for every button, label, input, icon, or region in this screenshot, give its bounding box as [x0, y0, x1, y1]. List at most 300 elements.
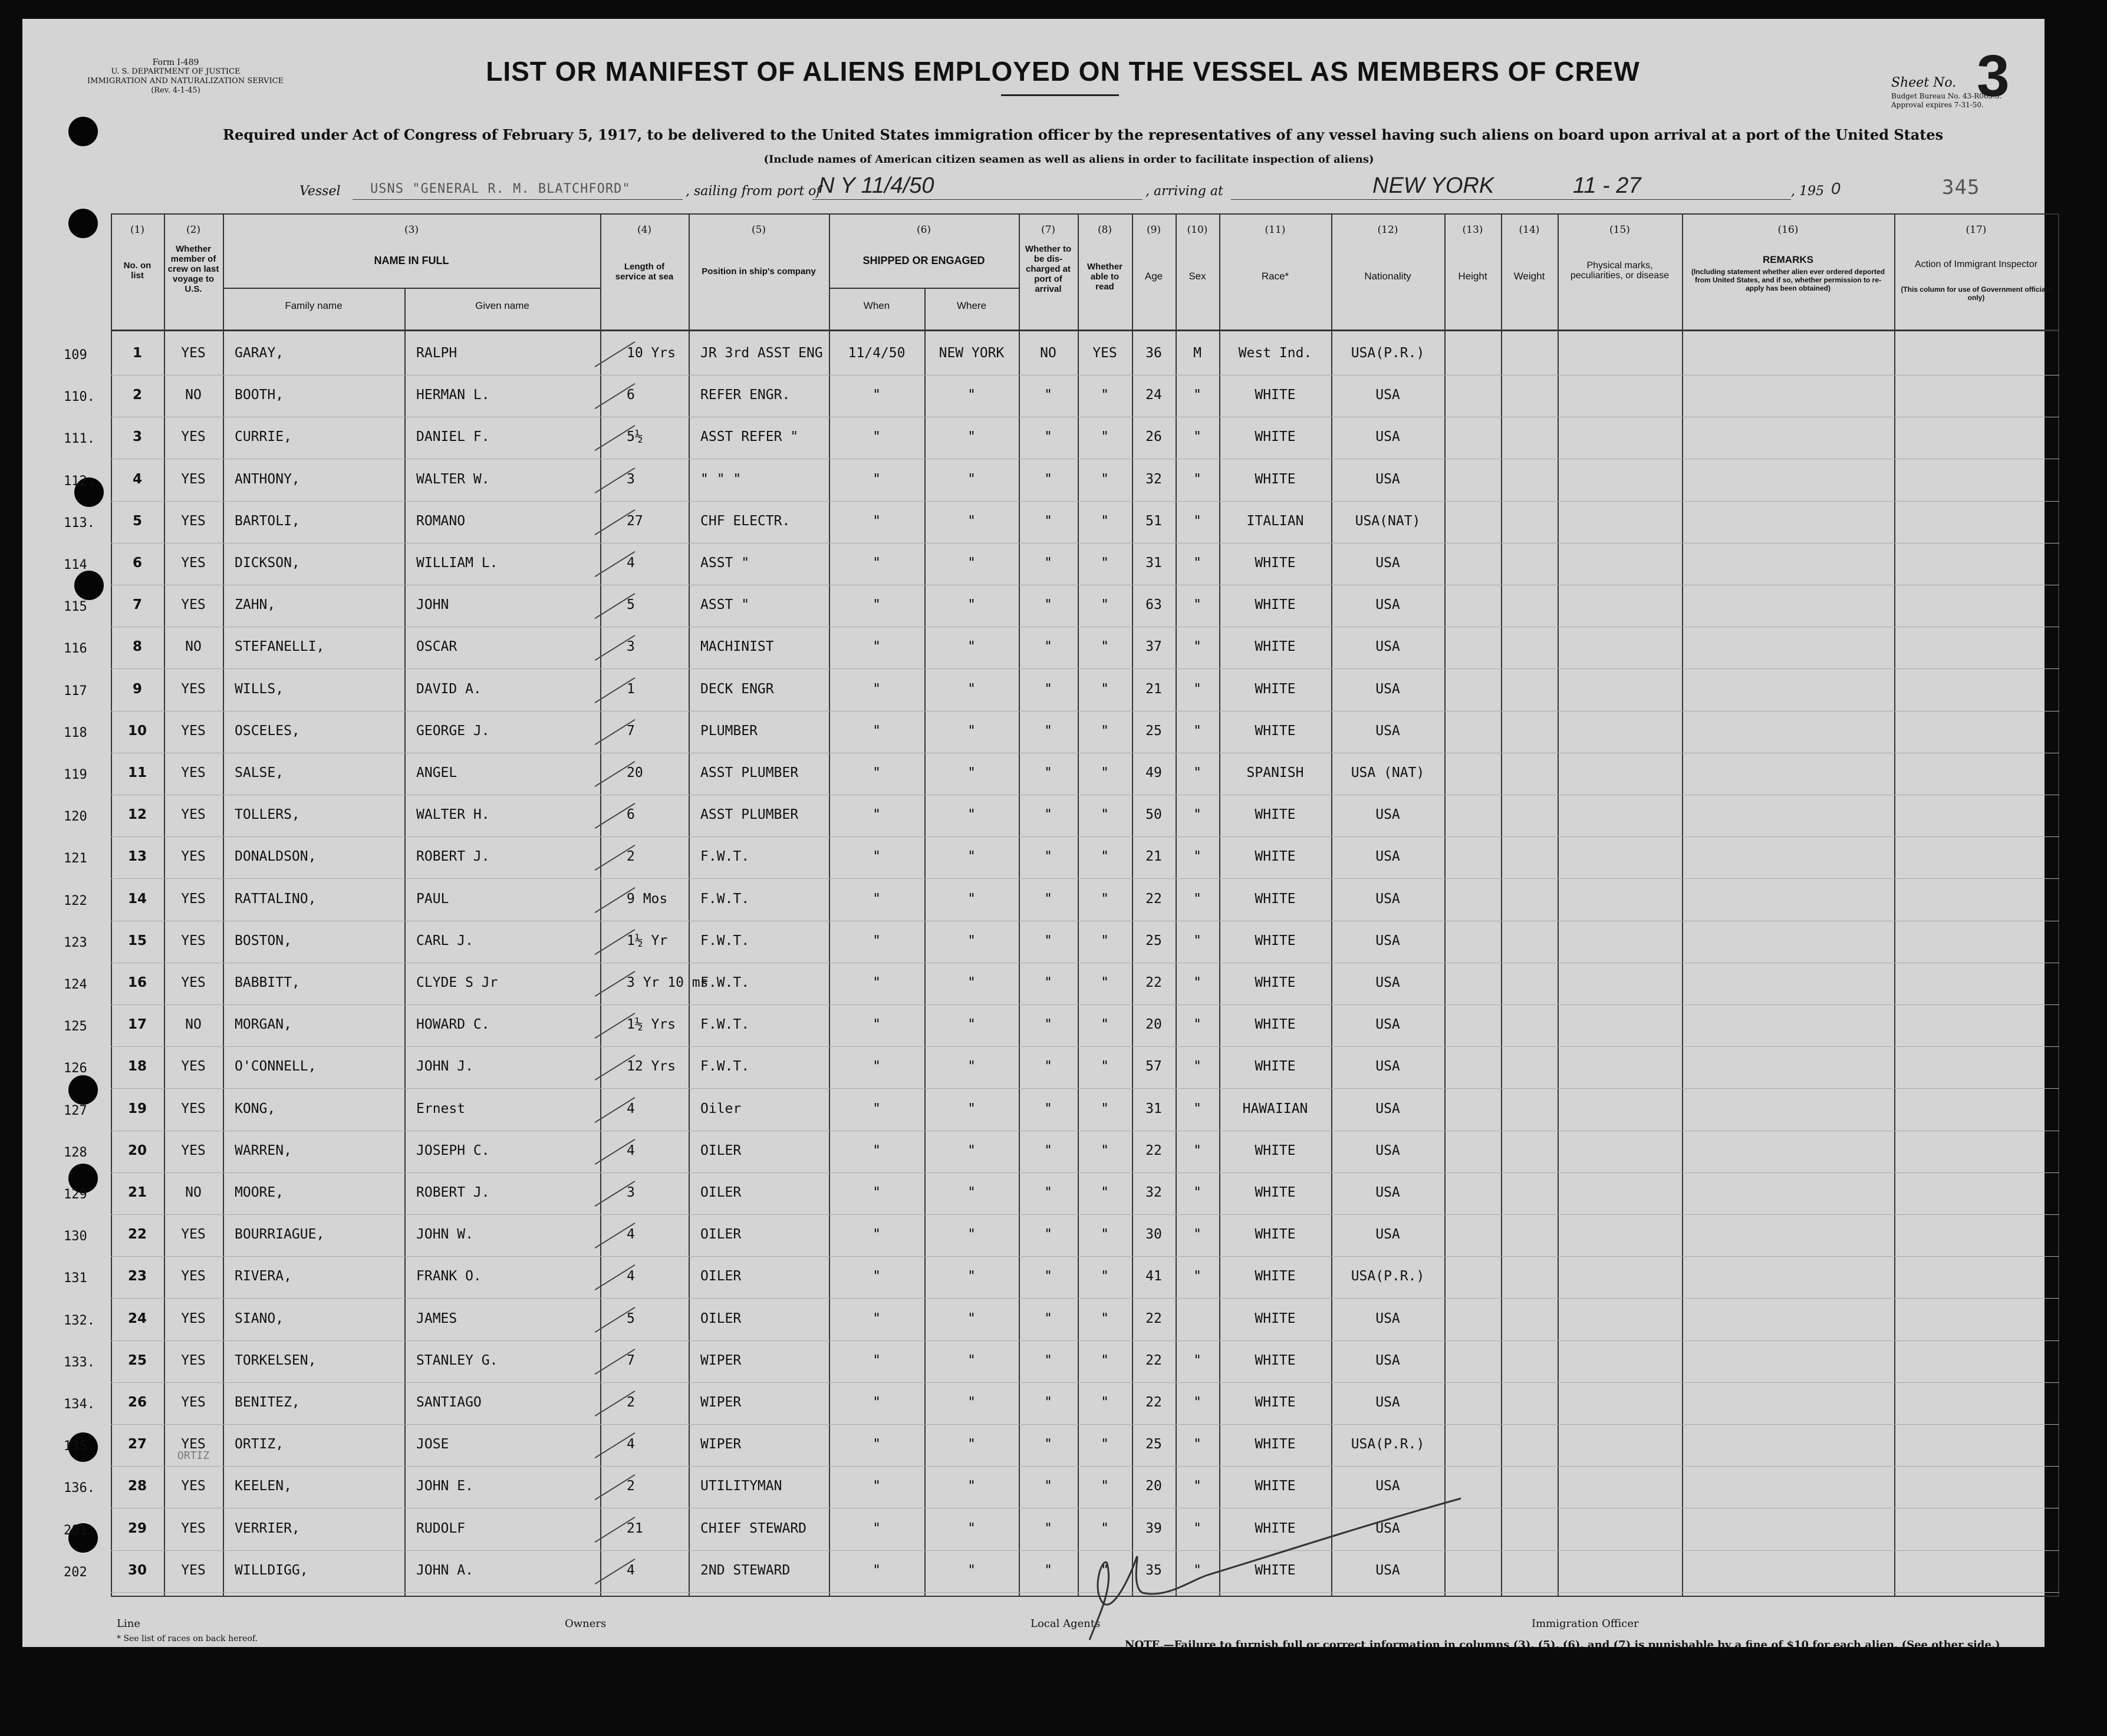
cell-race: WHITE [1255, 933, 1296, 948]
cell-sex: " [1193, 639, 1201, 655]
cell-where: " [967, 1437, 976, 1452]
line-number: 122 [64, 893, 87, 908]
cell-sex: " [1193, 933, 1201, 948]
cell-age: 21 [1145, 849, 1162, 865]
table-row [64, 1218, 2059, 1254]
cell-nationality: USA [1375, 1352, 1400, 1368]
cell-family-name: CURRIE, [235, 429, 292, 445]
cell-discharged: " [1044, 1059, 1052, 1075]
punch-hole [68, 117, 98, 146]
cell-race: WHITE [1255, 975, 1296, 990]
subheader-rule [223, 288, 600, 289]
cell-no: 13 [127, 849, 147, 865]
cell-where: " [967, 849, 976, 865]
cell-race: WHITE [1255, 471, 1296, 487]
col-num: (12) [1377, 224, 1398, 236]
cell-given-name: DAVID A. [416, 681, 482, 697]
cell-given-name: JOHN [416, 597, 449, 613]
cell-age: 20 [1145, 1017, 1162, 1033]
cell-member: YES [181, 681, 206, 697]
line-number: 116 [64, 641, 87, 657]
cell-where: " [967, 933, 976, 948]
cell-when: " [873, 597, 881, 613]
cell-family-name: BABBITT, [235, 975, 300, 990]
row-rule [111, 1382, 2059, 1383]
cell-given-name: SANTIAGO [416, 1395, 482, 1410]
cell-race: WHITE [1255, 555, 1296, 571]
cell-race: WHITE [1255, 429, 1296, 445]
cell-able-to-read: " [1101, 471, 1109, 487]
cell-given-name: JOHN J. [416, 1059, 473, 1075]
cell-length-of-service: 7 [627, 723, 635, 739]
cell-given-name: WALTER W. [416, 471, 490, 487]
cell-age: 49 [1145, 765, 1162, 780]
cell-when: " [873, 1227, 881, 1243]
cell-discharged: " [1044, 555, 1052, 571]
cell-nationality: USA [1375, 891, 1400, 907]
cell-no: 29 [127, 1520, 147, 1536]
cell-able-to-read: " [1101, 1562, 1109, 1578]
row-rule [111, 1256, 2059, 1257]
line-number: 120 [64, 809, 87, 825]
cell-no: 14 [127, 891, 147, 907]
cell-race: WHITE [1255, 681, 1296, 697]
cell-given-name: GEORGE J. [416, 723, 490, 739]
table-row [64, 1303, 2059, 1338]
cell-member: YES [181, 471, 206, 487]
cell-age: 32 [1145, 1185, 1162, 1200]
cell-age: 22 [1145, 1395, 1162, 1410]
cell-nationality: USA [1375, 1310, 1400, 1326]
cell-given-name: JOSEPH C. [416, 1142, 490, 1158]
cell-sex: " [1193, 1101, 1201, 1116]
line-number: 131 [64, 1271, 87, 1286]
cell-length-of-service: 1 [627, 681, 635, 697]
cell-sex: " [1193, 807, 1201, 823]
cell-member: YES [181, 1352, 206, 1368]
cell-position: DECK ENGR [700, 681, 774, 697]
cell-family-name: KONG, [235, 1101, 276, 1116]
cell-sex: " [1193, 891, 1201, 907]
budget-info [1891, 92, 2001, 110]
cell-when: " [873, 429, 881, 445]
header-sex: Sex [1189, 271, 1206, 282]
table-row [64, 1050, 2059, 1086]
cell-where: " [967, 1185, 976, 1200]
cell-age: 22 [1145, 975, 1162, 990]
cell-length-of-service: 5 [627, 597, 635, 613]
cell-member: YES [181, 1437, 206, 1452]
header-remarks: REMARKS [1763, 254, 1813, 265]
cell-family-name: O'CONNELL, [235, 1059, 317, 1075]
line-number: 110. [64, 390, 95, 405]
cell-member: YES [181, 555, 206, 571]
cell-race: WHITE [1255, 1310, 1296, 1326]
cell-sex: " [1193, 1395, 1201, 1410]
cell-able-to-read: " [1101, 1478, 1109, 1494]
cell-sex: " [1193, 471, 1201, 487]
cell-where: NEW YORK [939, 345, 1005, 361]
cell-where: " [967, 1142, 976, 1158]
cell-no: 16 [127, 975, 147, 990]
col-num: (1) [130, 224, 145, 236]
header-remarks-sub: (Including statement whether alien ever ordered deported from United States, and if so, whether permission to re-apply has been obtained) [1691, 268, 1885, 292]
line-number: 113. [64, 515, 95, 531]
cell-age: 37 [1145, 639, 1162, 655]
cell-no: 6 [132, 555, 142, 571]
cell-family-name: WILLDIGG, [235, 1562, 308, 1578]
cell-given-name: RALPH [416, 345, 457, 361]
cell-age: 24 [1145, 387, 1162, 403]
table-row [64, 463, 2059, 499]
cell-nationality: USA [1375, 1227, 1400, 1243]
cell-sex: " [1193, 1059, 1201, 1075]
cell-discharged: " [1044, 1269, 1052, 1284]
cell-race: WHITE [1255, 891, 1296, 907]
header-action-sub: (This column for use of Government officials only) [1901, 285, 2052, 302]
cell-position: CHF ELECTR. [700, 513, 791, 529]
cell-member: YES [181, 933, 206, 948]
cell-where: " [967, 891, 976, 907]
cell-position: WIPER [700, 1437, 742, 1452]
cell-race: WHITE [1255, 1562, 1296, 1578]
cell-race: WHITE [1255, 387, 1296, 403]
cell-length-of-service: 4 [627, 1227, 635, 1243]
row-rule [111, 1046, 2059, 1047]
cell-sex: " [1193, 1269, 1201, 1284]
cell-length-of-service: 1½ Yrs [627, 1017, 676, 1033]
cell-able-to-read: " [1101, 1520, 1109, 1536]
cell-member: YES [181, 807, 206, 823]
cell-race: WHITE [1255, 1478, 1296, 1494]
col-num: (14) [1519, 224, 1540, 236]
footer-line-label: Line [117, 1618, 140, 1630]
header-shipped: SHIPPED OR ENGAGED [862, 255, 985, 266]
line-number: 109 [64, 348, 87, 363]
cell-discharged: " [1044, 1227, 1052, 1243]
cell-no: 17 [127, 1017, 147, 1033]
cell-nationality: USA [1375, 555, 1400, 571]
cell-discharged: " [1044, 597, 1052, 613]
cell-race: WHITE [1255, 1520, 1296, 1536]
col-num: (9) [1146, 224, 1161, 236]
cell-where: " [967, 723, 976, 739]
cell-position: F.W.T. [700, 975, 750, 990]
row-rule [111, 1004, 2059, 1005]
cell-when: " [873, 807, 881, 823]
cell-length-of-service: 9 Mos [627, 891, 668, 907]
cell-when: " [873, 1395, 881, 1410]
cell-no: 15 [127, 933, 147, 948]
cell-age: 21 [1145, 681, 1162, 697]
cell-nationality: USA [1375, 1059, 1400, 1075]
cell-age: 31 [1145, 1101, 1162, 1116]
line-number: 114 [64, 558, 87, 572]
cell-discharged: " [1044, 1310, 1052, 1326]
cell-sex: " [1193, 849, 1201, 865]
cell-no: 3 [132, 429, 142, 445]
col-num: (4) [637, 224, 652, 236]
row-rule [111, 1214, 2059, 1215]
cell-given-name: RUDOLF [416, 1520, 466, 1536]
cell-sex: " [1193, 597, 1201, 613]
cell-sex: " [1193, 1352, 1201, 1368]
cell-when: " [873, 1562, 881, 1578]
page-title: LIST OR MANIFEST OF ALIENS EMPLOYED ON THE VESSEL AS MEMBERS OF CREW [486, 56, 1640, 87]
cell-race: WHITE [1255, 1142, 1296, 1158]
cell-family-name: OSCELES, [235, 723, 300, 739]
cell-where: " [967, 1227, 976, 1243]
cell-sex: " [1193, 1520, 1201, 1536]
cell-where: " [967, 429, 976, 445]
cell-length-of-service: 4 [627, 1437, 635, 1452]
cell-able-to-read: " [1101, 1269, 1109, 1284]
cell-family-name: ZAHN, [235, 597, 276, 613]
table-row [64, 673, 2059, 709]
col-num: (8) [1097, 224, 1112, 236]
cell-member: YES [181, 345, 206, 361]
line-number: 125 [64, 1019, 87, 1035]
cell-family-name: BOOTH, [235, 387, 284, 403]
cell-age: 50 [1145, 807, 1162, 823]
service-name: IMMIGRATION AND NATURALIZATION SERVICE [87, 77, 284, 85]
header-race: Race* [1261, 271, 1289, 282]
cell-able-to-read: " [1101, 1059, 1109, 1075]
cell-when: " [873, 513, 881, 529]
header-able-to-read: Whether able to read [1087, 262, 1122, 292]
cell-no: 21 [127, 1185, 147, 1200]
cell-family-name: SALSE, [235, 765, 284, 780]
table-row [64, 1177, 2059, 1212]
header-no-on-list: No. on list [123, 261, 152, 281]
cell-sex: " [1193, 1562, 1201, 1578]
cell-given-name: ROBERT J. [416, 1185, 490, 1200]
cell-length-of-service: 12 Yrs [627, 1059, 676, 1075]
cell-age: 57 [1145, 1059, 1162, 1075]
cell-member: YES [181, 723, 206, 739]
cell-no: 27 [127, 1437, 147, 1452]
table-row [64, 1345, 2059, 1380]
cell-member: YES [181, 1269, 206, 1284]
cell-able-to-read: " [1101, 849, 1109, 865]
cell-able-to-read: " [1101, 1017, 1109, 1033]
cell-race: WHITE [1255, 1017, 1296, 1033]
arriving-label: , arriving at [1145, 184, 1223, 199]
cell-when: " [873, 1437, 881, 1452]
row-rule [111, 836, 2059, 837]
cell-discharged: " [1044, 387, 1052, 403]
inspector-signature [1072, 1493, 1484, 1669]
row-rule [111, 1298, 2059, 1299]
cell-given-name: CARL J. [416, 933, 473, 948]
department: U. S. DEPARTMENT OF JUSTICE [111, 67, 241, 76]
cell-member: YES [181, 1310, 206, 1326]
cell-age: 22 [1145, 1310, 1162, 1326]
cell-age: 39 [1145, 1520, 1162, 1536]
cell-discharged: " [1044, 513, 1052, 529]
cell-able-to-read: " [1101, 387, 1109, 403]
subheader-rule [829, 288, 1019, 289]
cell-when: " [873, 891, 881, 907]
cell-sex: " [1193, 387, 1201, 403]
header-age: Age [1144, 271, 1163, 282]
cell-family-name: VERRIER, [235, 1520, 300, 1536]
cell-when: " [873, 639, 881, 655]
row-rule [111, 1172, 2059, 1173]
cell-able-to-read: " [1101, 1142, 1109, 1158]
header-where: Where [956, 300, 987, 311]
cell-sex: " [1193, 1185, 1201, 1200]
cell-where: " [967, 1478, 976, 1494]
cell-age: 36 [1145, 345, 1162, 361]
cell-race: WHITE [1255, 1227, 1296, 1243]
cell-discharged: " [1044, 1437, 1052, 1452]
cell-no: 24 [127, 1310, 147, 1326]
table-row [64, 841, 2059, 876]
cell-able-to-read: " [1101, 975, 1109, 990]
col-num: (17) [1966, 224, 1987, 236]
col-num: (11) [1265, 224, 1286, 236]
cell-member: YES [181, 1562, 206, 1578]
cell-no: 10 [127, 723, 147, 739]
cell-position: OILER [700, 1310, 742, 1326]
cell-family-name: MORGAN, [235, 1017, 292, 1033]
table-row [64, 379, 2059, 414]
cell-family-name: ANTHONY, [235, 471, 300, 487]
cell-length-of-service: 5½ [627, 429, 643, 445]
cell-age: 25 [1145, 1437, 1162, 1452]
cell-sex: " [1193, 513, 1201, 529]
table-row [64, 337, 2059, 373]
cell-family-name: TOLLERS, [235, 807, 300, 823]
cell-when: " [873, 1520, 881, 1536]
cell-position: ASST PLUMBER [700, 765, 799, 780]
cell-where: " [967, 1017, 976, 1033]
cell-no: 1 [132, 345, 142, 361]
cell-nationality: USA(P.R.) [1351, 1269, 1425, 1284]
cell-discharged: " [1044, 639, 1052, 655]
arriving-port: NEW YORK [1372, 173, 1494, 198]
budget-number: Budget Bureau No. 43-R065.3. [1891, 92, 2002, 100]
table-row [64, 1135, 2059, 1170]
cell-sex: " [1193, 1017, 1201, 1033]
form-number: Form I-489 [152, 58, 199, 67]
table-row [64, 757, 2059, 792]
cell-age: 20 [1145, 1478, 1162, 1494]
cell-where: " [967, 471, 976, 487]
cell-position: 2ND STEWARD [700, 1562, 791, 1578]
cell-family-name: DICKSON, [235, 555, 300, 571]
cell-when: " [873, 555, 881, 571]
cell-no: 18 [127, 1059, 147, 1075]
cell-age: 26 [1145, 429, 1162, 445]
line-number: 132. [64, 1313, 95, 1328]
cell-when: " [873, 1059, 881, 1075]
cell-no: 8 [132, 639, 142, 655]
cell-length-of-service: 27 [627, 513, 643, 529]
cell-member: YES [181, 1227, 206, 1243]
col-num: (3) [404, 224, 419, 236]
cell-family-name: BOSTON, [235, 933, 292, 948]
cell-when: " [873, 1310, 881, 1326]
cell-position: UTILITYMAN [700, 1478, 782, 1494]
cell-given-name: JOHN A. [416, 1562, 473, 1578]
cell-member: YES [181, 1520, 206, 1536]
cell-nationality: USA [1375, 1017, 1400, 1033]
cell-able-to-read: " [1101, 765, 1109, 780]
cell-race: WHITE [1255, 597, 1296, 613]
cell-position: F.W.T. [700, 933, 750, 948]
cell-discharged: " [1044, 429, 1052, 445]
col-num: (7) [1041, 224, 1056, 236]
cell-no: 23 [127, 1269, 147, 1284]
cell-discharged: " [1044, 933, 1052, 948]
cell-able-to-read: " [1101, 639, 1109, 655]
cell-position: Oiler [700, 1101, 742, 1116]
cell-discharged: " [1044, 1395, 1052, 1410]
cell-member: YES [181, 1395, 206, 1410]
cell-position: OILER [700, 1142, 742, 1158]
cell-no: 11 [127, 765, 147, 780]
cell-member: NO [185, 639, 202, 655]
col-num: (10) [1187, 224, 1208, 236]
line-number: 134. [64, 1397, 95, 1412]
cell-when: " [873, 1101, 881, 1116]
cell-able-to-read: " [1101, 1227, 1109, 1243]
line-number: 129 [64, 1187, 87, 1202]
cell-where: " [967, 1520, 976, 1536]
cell-length-of-service: 3 [627, 639, 635, 655]
cell-length-of-service: 10 Yrs [627, 345, 676, 361]
cell-where: " [967, 1352, 976, 1368]
cell-no: 20 [127, 1142, 147, 1158]
cell-position: F.W.T. [700, 1017, 750, 1033]
page-count: 345 [1942, 176, 1980, 199]
cell-member: YES [181, 1101, 206, 1116]
cell-given-name: JOHN W. [416, 1227, 473, 1243]
cell-discharged: NO [1040, 345, 1056, 361]
line-number: 118 [64, 725, 87, 740]
cell-length-of-service: 2 [627, 849, 635, 865]
cell-length-of-service: 4 [627, 555, 635, 571]
cell-where: " [967, 1059, 976, 1075]
cell-when: " [873, 1352, 881, 1368]
cell-given-name: PAUL [416, 891, 449, 907]
cell-when: " [873, 1017, 881, 1033]
requirement-note: (Include names of American citizen seamen as well as aliens in order to facilitate inspection of aliens) [763, 153, 1374, 166]
cell-when: " [873, 1478, 881, 1494]
cell-nationality: USA [1375, 429, 1400, 445]
cell-where: " [967, 765, 976, 780]
cell-when: " [873, 723, 881, 739]
cell-position: CHIEF STEWARD [700, 1520, 807, 1536]
cell-race: ITALIAN [1246, 513, 1304, 529]
cell-family-name: KEELEN, [235, 1478, 292, 1494]
cell-race: WHITE [1255, 1269, 1296, 1284]
cell-given-name: WALTER H. [416, 807, 490, 823]
cell-age: 25 [1145, 723, 1162, 739]
cell-age: 51 [1145, 513, 1162, 529]
footer-local-agents-label: Local Agents [1031, 1618, 1101, 1630]
cell-sex: " [1193, 1227, 1201, 1243]
header-family-name: Family name [285, 300, 343, 311]
cell-length-of-service: 5 [627, 1310, 635, 1326]
cell-given-name: FRANK O. [416, 1269, 482, 1284]
cell-where: " [967, 1562, 976, 1578]
cell-race: WHITE [1255, 1395, 1296, 1410]
cell-given-name: ROMANO [416, 513, 466, 529]
line-number: 121 [64, 851, 87, 867]
